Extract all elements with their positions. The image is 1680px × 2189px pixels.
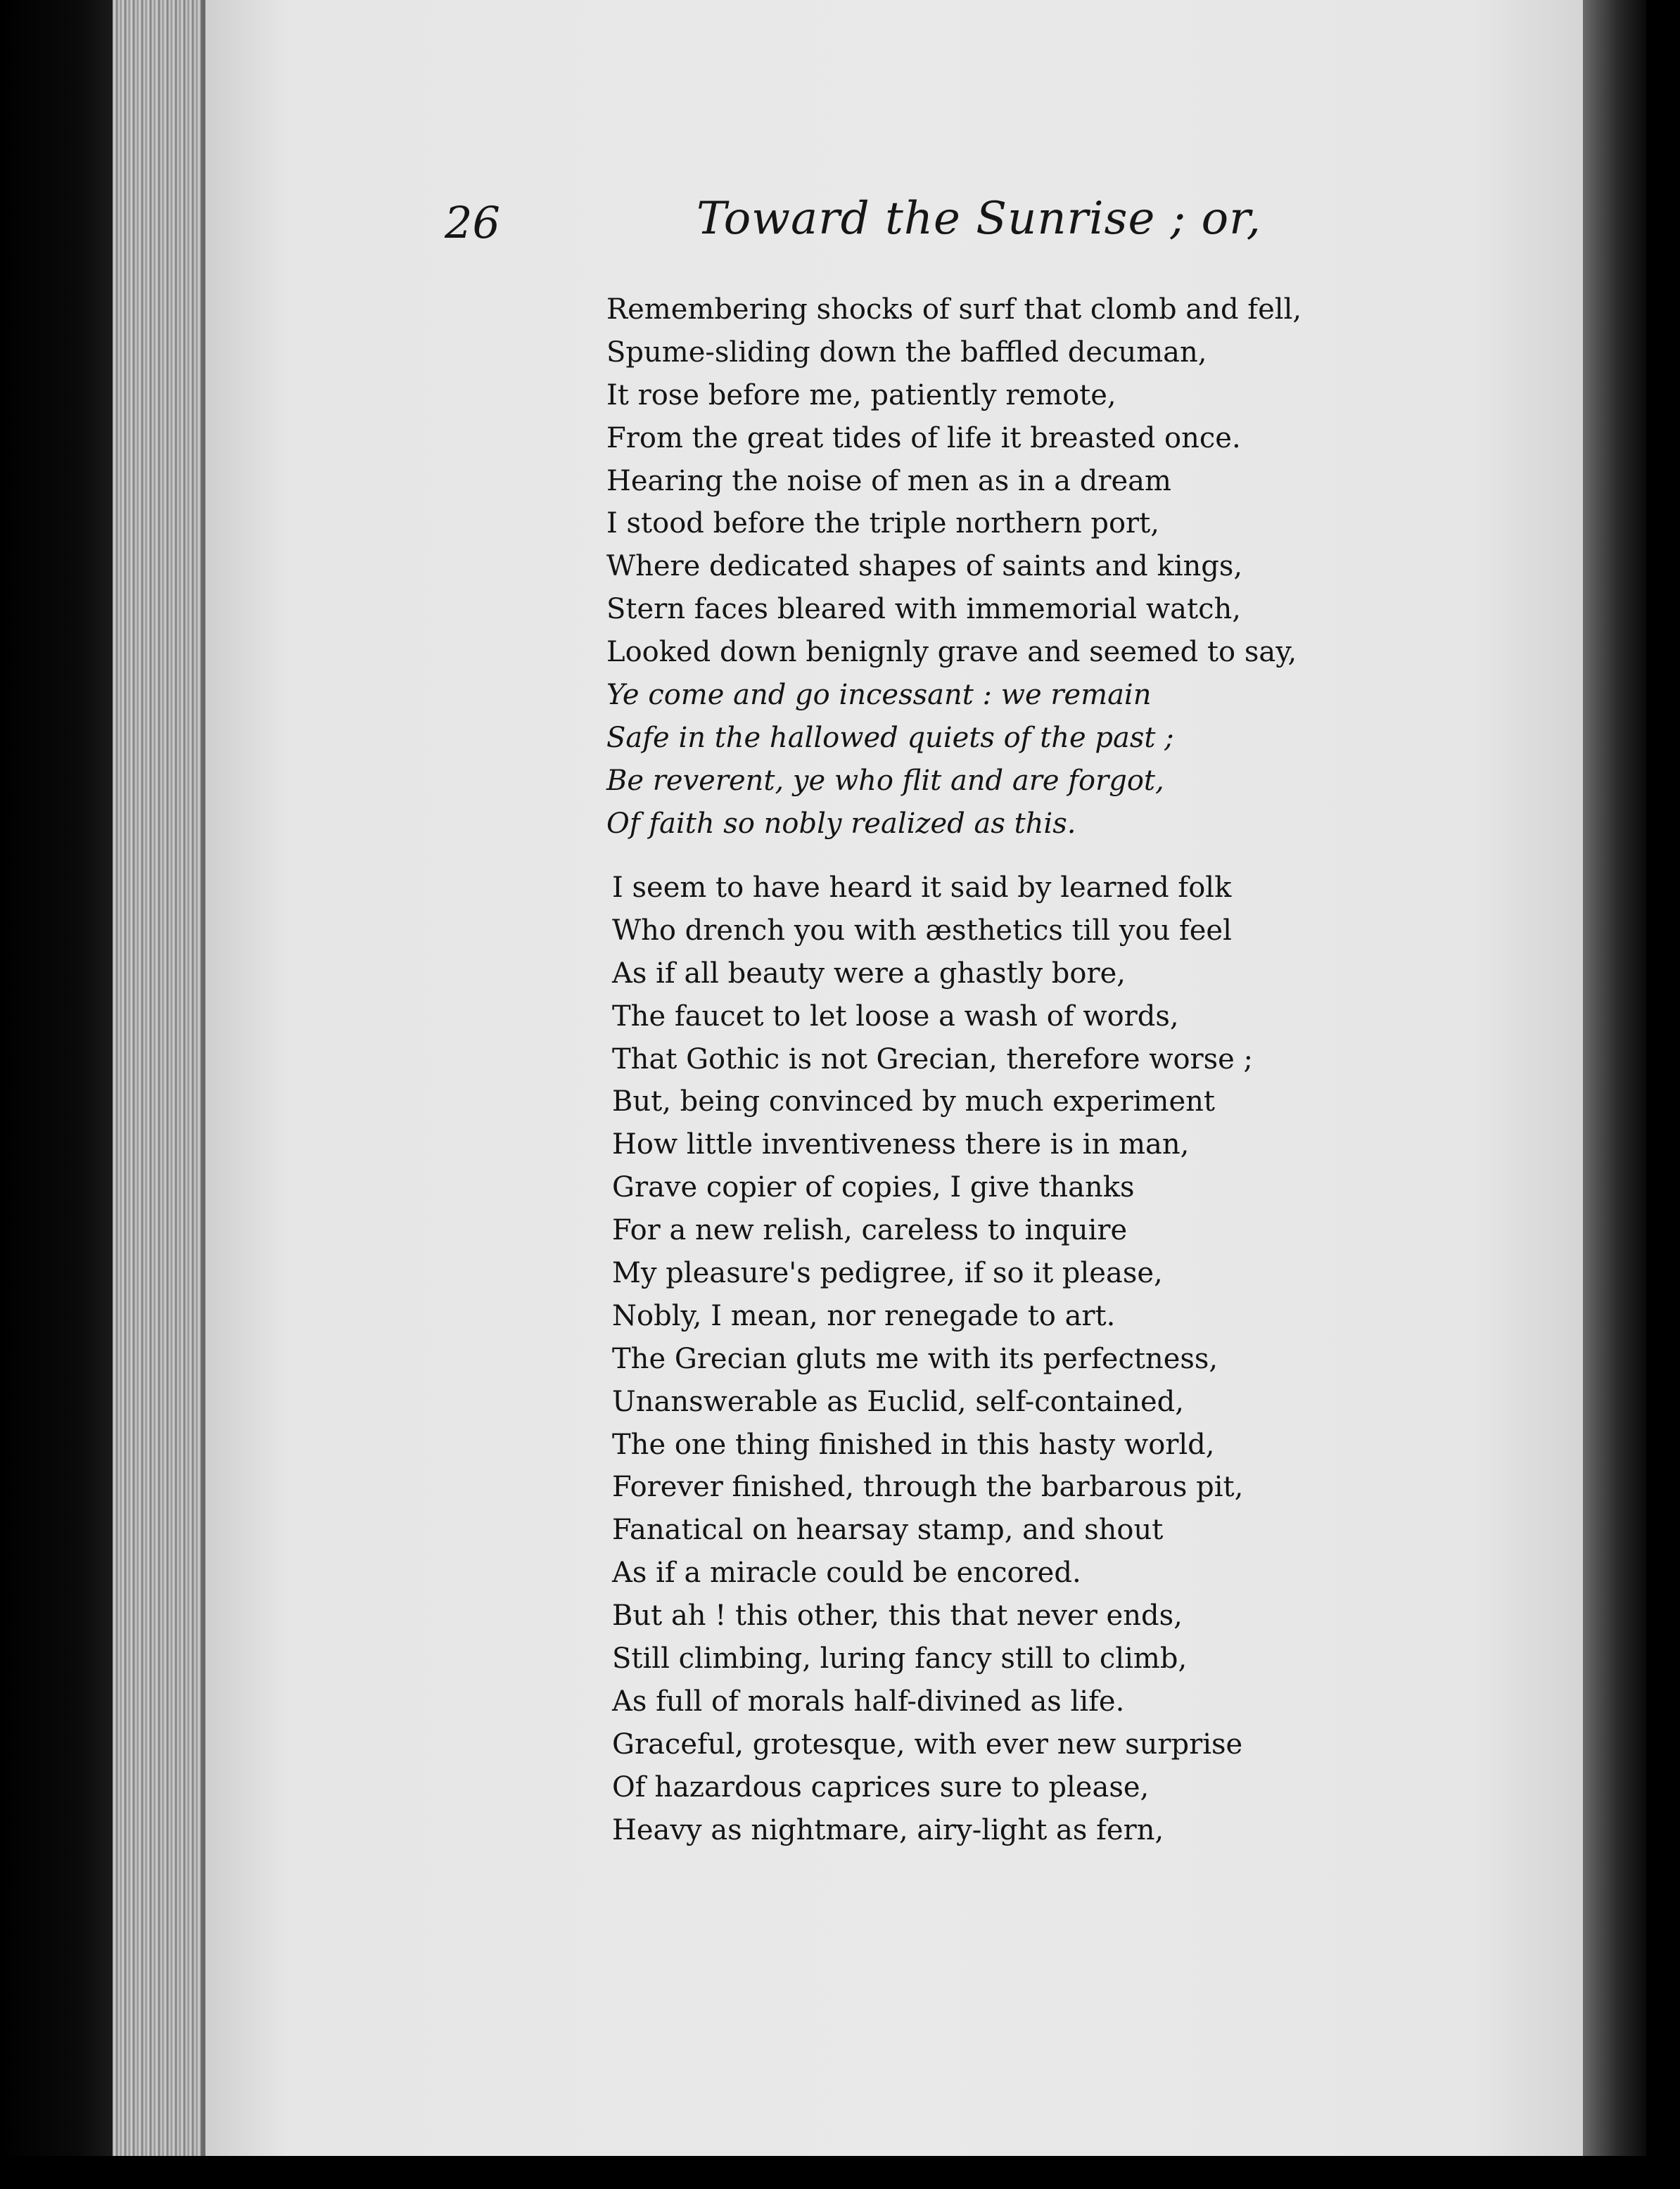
poem-line: Spume-sliding down the baffled decuman,: [606, 336, 1207, 369]
poem-line: From the great tides of life it breasted once.: [606, 421, 1241, 454]
poem-line: Graceful, grotesque, with ever new surprise: [612, 1728, 1243, 1761]
running-title: Toward the Sunrise ; or,: [696, 193, 1261, 245]
poem-line: Of hazardous caprices sure to please,: [612, 1770, 1150, 1804]
scanner-background-left: [0, 0, 113, 2189]
poem-line-italic: Of faith so nobly realized as this.: [606, 807, 1076, 840]
poem-line: As full of morals half-divined as life.: [612, 1685, 1125, 1718]
poem-line-italic: Safe in the hallowed quiets of the past ;: [606, 721, 1174, 754]
poem-line-italic: Be reverent, ye who flit and are forgot,: [606, 764, 1164, 797]
poem-line: I stood before the triple northern port,: [606, 507, 1159, 540]
poem-line: As if a miracle could be encored.: [612, 1557, 1081, 1590]
poem-line: The Grecian gluts me with its perfectness,: [612, 1342, 1218, 1375]
gutter-shadow: [1583, 0, 1646, 2156]
poem-line: Heavy as nightmare, airy-light as fern,: [612, 1813, 1164, 1846]
scanner-background-right: [1646, 0, 1680, 2189]
poem-line: Nobly, I mean, nor renegade to art.: [612, 1299, 1116, 1332]
poem-line: But, being convinced by much experiment: [612, 1085, 1215, 1118]
poem-line: Who drench you with æsthetics till you feel: [612, 914, 1232, 947]
poem-stanza-2: [612, 867, 1253, 1851]
poem-line: As if all beauty were a ghastly bore,: [612, 957, 1126, 990]
page-edges: [113, 0, 204, 2189]
poem-line: Grave copier of copies, I give thanks: [612, 1171, 1135, 1204]
poem-line: Unanswerable as Euclid, self-contained,: [612, 1385, 1184, 1418]
poem-line: The faucet to let loose a wash of words,: [612, 1000, 1179, 1033]
poem-line: Hearing the noise of men as in a dream: [606, 464, 1171, 497]
poem-line: Still climbing, luring fancy still to climb,: [612, 1642, 1188, 1676]
running-head: [0, 184, 1680, 262]
poem-line: How little inventiveness there is in man,: [612, 1128, 1190, 1161]
poem-line-italic: Ye come and go incessant : we remain: [606, 679, 1152, 712]
poem-line: Fanatical on hearsay stamp, and shout: [612, 1514, 1164, 1547]
poem-line: Looked down benignly grave and seemed to say,: [606, 636, 1297, 669]
scanner-background-bottom: [0, 2156, 1680, 2189]
poem-line: The one thing finished in this hasty world,: [612, 1428, 1215, 1461]
poem-line: Remembering shocks of surf that clomb and fell,: [606, 293, 1302, 326]
poem-line: Forever finished, through the barbarous pit,: [612, 1471, 1244, 1504]
poem-line: For a new relish, careless to inquire: [612, 1214, 1128, 1247]
poem-line: Where dedicated shapes of saints and kings,: [606, 550, 1243, 583]
poem-line: My pleasure's pedigree, if so it please,: [612, 1257, 1163, 1290]
poem-line: Stern faces bleared with immemorial watch,: [606, 593, 1241, 626]
poem-line: But ah ! this other, this that never ends,: [612, 1600, 1183, 1633]
page-number: 26: [445, 197, 500, 248]
poem-line: That Gothic is not Grecian, therefore worse ;: [612, 1042, 1254, 1076]
poem-line: I seem to have heard it said by learned folk: [612, 872, 1232, 904]
poem-stanza-1: [606, 288, 1302, 845]
poem-line: It rose before me, patiently remote,: [606, 378, 1116, 411]
